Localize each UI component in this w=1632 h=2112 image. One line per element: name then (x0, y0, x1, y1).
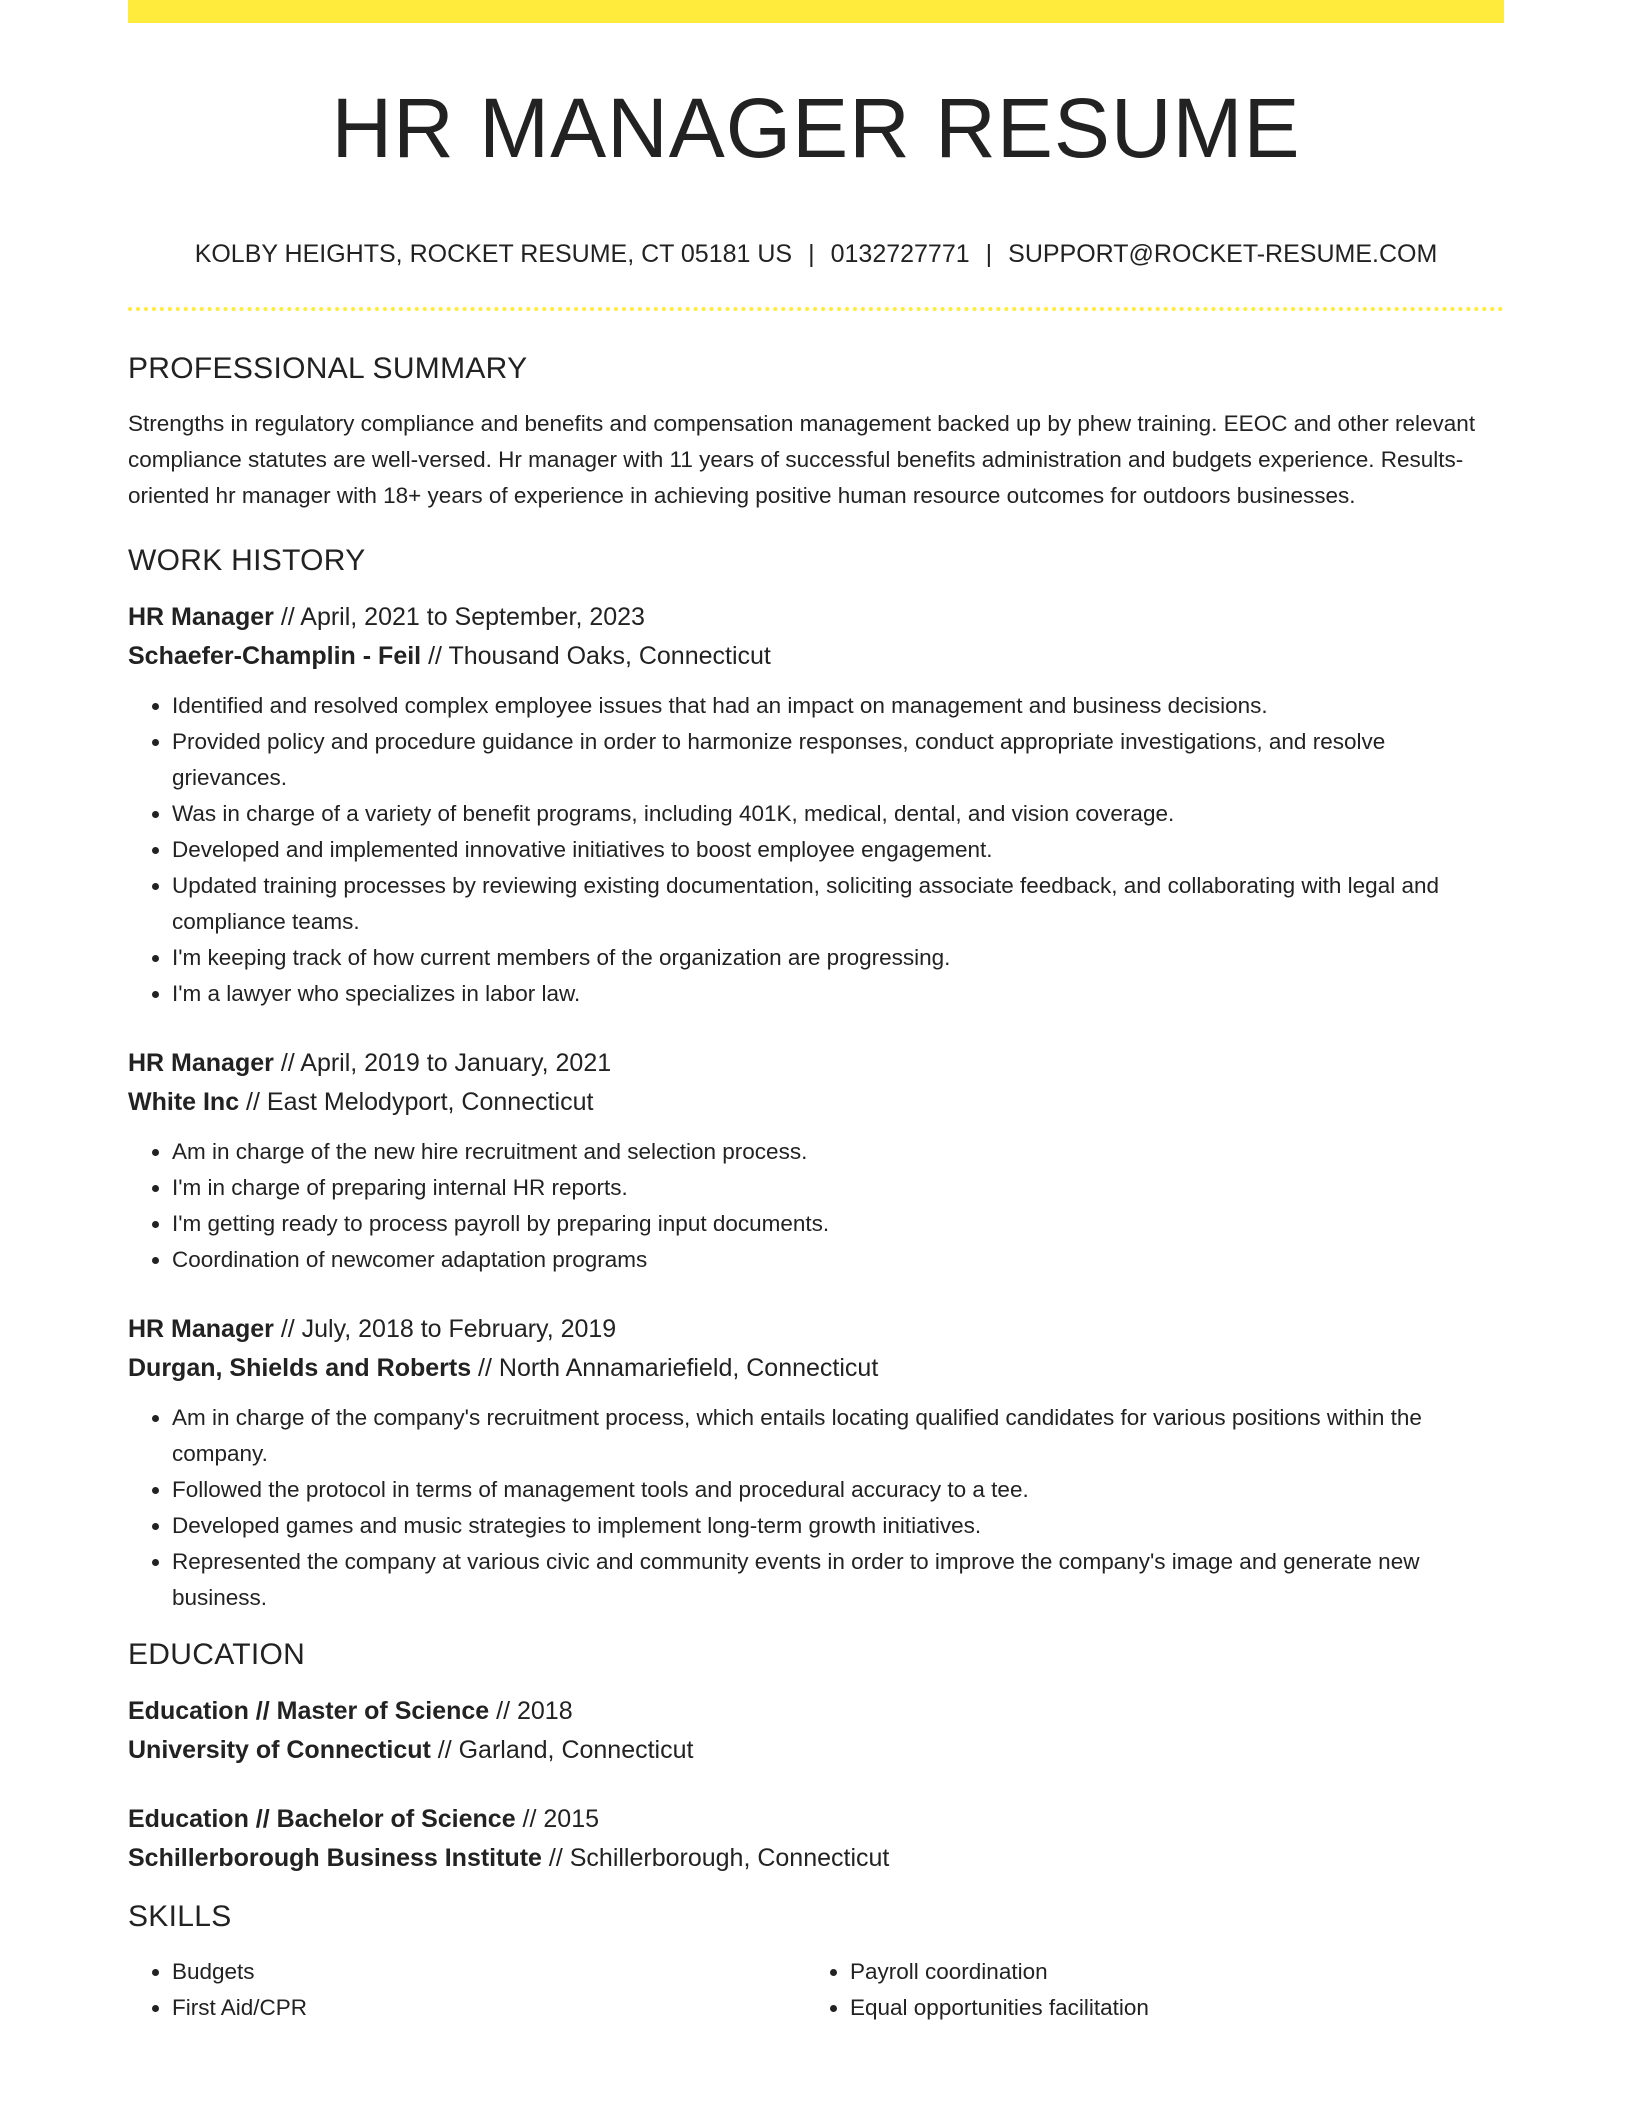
summary-text: Strengths in regulatory compliance and benefits and compensation management backed up by phew training. EEOC and other relevant compliance statutes are well-versed. Hr manager with 11 years of successful benefits administration and budgets experience. Results-oriented hr manager with 18+ years of experience in achieving positive human resource outcomes for outdoors businesses. (128, 411, 1476, 508)
education-school-line (128, 1839, 1504, 1878)
list-item: • Budgets (172, 1954, 806, 1990)
job-entry (128, 1044, 1504, 1278)
education-entry (128, 1692, 1504, 1770)
job-dates: // July, 2018 to February, 2019 (273, 1315, 617, 1343)
list-item: • Provided policy and procedure guidance in order to harmonize responses, conduct appropriate investigations, and resolve grievances. (172, 724, 1504, 796)
education-location: // Garland, Connecticut (430, 1736, 694, 1764)
job-company: Schaefer-Champlin - Feil (128, 642, 422, 670)
work-history-section (128, 544, 1504, 1616)
job-dates: // April, 2019 to January, 2021 (273, 1049, 612, 1077)
section-heading-work-history: WORK HISTORY (128, 544, 366, 577)
skills-grid (128, 1954, 1504, 2026)
contact-line (128, 240, 1504, 269)
list-item: • Represented the company at various civic and community events in order to improve the company's image and generate new business. (172, 1544, 1504, 1616)
education-entry (128, 1800, 1504, 1878)
job-title: HR Manager (128, 603, 274, 631)
contact-email: SUPPORT@ROCKET-RESUME.COM (1008, 240, 1438, 268)
list-item: • I'm in charge of preparing internal HR reports. (172, 1170, 1504, 1206)
job-title-line (128, 598, 1504, 637)
list-item: • Developed games and music strategies to implement long-term growth initiatives. (172, 1508, 1504, 1544)
education-degree-line (128, 1800, 1504, 1839)
education-location: // Schillerborough, Connecticut (541, 1844, 890, 1872)
list-item: • Followed the protocol in terms of management tools and procedural accuracy to a tee. (172, 1472, 1504, 1508)
list-item: • Identified and resolved complex employee issues that had an impact on management and business decisions. (172, 688, 1504, 724)
list-item: • Updated training processes by reviewing existing documentation, soliciting associate feedback, and collaborating with legal and compliance teams. (172, 868, 1504, 940)
section-heading-summary: PROFESSIONAL SUMMARY (128, 352, 528, 385)
list-item: • Developed and implemented innovative initiatives to boost employee engagement. (172, 832, 1504, 868)
job-title: HR Manager (128, 1049, 274, 1077)
summary-section (128, 352, 1504, 514)
list-item: • Payroll coordination (850, 1954, 1484, 1990)
job-bullets (128, 688, 1504, 1012)
section-heading-skills: SKILLS (128, 1900, 232, 1933)
education-degree: Education // Master of Science (128, 1697, 490, 1725)
skills-column-right (806, 1954, 1484, 2026)
list-item: • First Aid/CPR (172, 1990, 806, 2026)
list-item: • Coordination of newcomer adaptation programs (172, 1242, 1504, 1278)
list-item: • I'm a lawyer who specializes in labor law. (172, 976, 1504, 1012)
job-bullets (128, 1400, 1504, 1616)
contact-phone: 0132727771 (830, 240, 970, 268)
list-item: • I'm keeping track of how current members of the organization are progressing. (172, 940, 1504, 976)
job-company: White Inc (128, 1088, 240, 1116)
education-school: University of Connecticut (128, 1736, 431, 1764)
list-item: • Am in charge of the company's recruitment process, which entails locating qualified candidates for various positions within the company. (172, 1400, 1504, 1472)
dotted-divider (128, 307, 1504, 311)
job-company-line (128, 1349, 1504, 1388)
education-section (128, 1638, 1504, 1878)
job-dates: // April, 2021 to September, 2023 (273, 603, 645, 631)
job-company-line (128, 1083, 1504, 1122)
contact-address: KOLBY HEIGHTS, ROCKET RESUME, CT 05181 US (194, 240, 793, 268)
page-title: HR MANAGER RESUME (331, 81, 1301, 175)
job-entry (128, 1310, 1504, 1616)
job-title: HR Manager (128, 1315, 274, 1343)
education-degree: Education // Bachelor of Science (128, 1805, 516, 1833)
resume-body (128, 352, 1504, 2032)
job-bullets (128, 1134, 1504, 1278)
job-company-line (128, 637, 1504, 676)
job-location: // East Melodyport, Connecticut (239, 1088, 594, 1116)
list-item: • Was in charge of a variety of benefit programs, including 401K, medical, dental, and vision coverage. (172, 796, 1504, 832)
skills-section (128, 1900, 1504, 2026)
top-accent-bar (128, 0, 1504, 23)
job-title-line (128, 1044, 1504, 1083)
job-company: Durgan, Shields and Roberts (128, 1354, 472, 1382)
education-school-line (128, 1731, 1504, 1770)
contact-separator: | (985, 240, 993, 268)
job-location: // North Annamariefield, Connecticut (471, 1354, 879, 1382)
skills-column-left (128, 1954, 806, 2026)
education-school: Schillerborough Business Institute (128, 1844, 542, 1872)
job-location: // Thousand Oaks, Connecticut (421, 642, 771, 670)
list-item: • Equal opportunities facilitation (850, 1990, 1484, 2026)
job-entry (128, 598, 1504, 1012)
section-heading-education: EDUCATION (128, 1638, 306, 1671)
list-item: • I'm getting ready to process payroll by preparing input documents. (172, 1206, 1504, 1242)
job-title-line (128, 1310, 1504, 1349)
education-year: // 2018 (489, 1697, 573, 1725)
list-item: • Am in charge of the new hire recruitment and selection process. (172, 1134, 1504, 1170)
education-degree-line (128, 1692, 1504, 1731)
contact-separator: | (808, 240, 815, 268)
education-year: // 2015 (515, 1805, 600, 1833)
